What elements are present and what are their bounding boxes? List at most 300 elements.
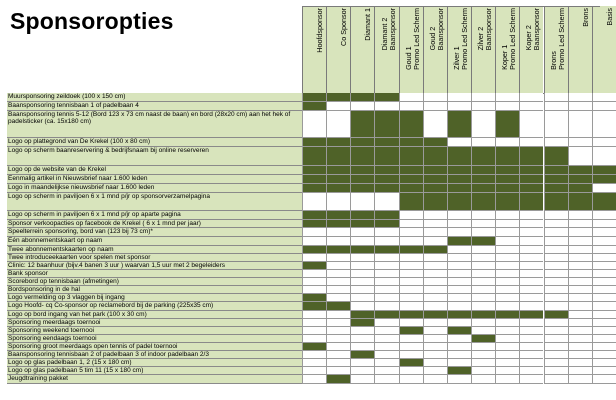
empty-cell [399,262,423,270]
empty-cell [544,294,568,302]
empty-cell [568,220,592,228]
included-cell [544,166,568,175]
empty-cell [519,375,543,384]
empty-cell [544,211,568,220]
empty-cell [495,237,519,246]
included-cell [447,166,471,175]
empty-cell [302,278,326,286]
included-cell [471,193,495,211]
empty-cell [471,302,495,311]
row-label: Logo Hoofd- cq Co-sponsor op reclamebord bij de parking (225x35 cm) [7,302,302,311]
included-cell [495,166,519,175]
empty-cell [399,237,423,246]
included-cell [399,147,423,166]
column-header [399,6,423,93]
row-label: Baansponsoring tennis 5-12 (Bord 123 x 73 cm naast de baan) en bord (28x20 cm) aan het hek of padelsticker (ca. 15x180 cm) [7,111,302,138]
empty-cell [519,278,543,286]
empty-cell [302,228,326,237]
empty-cell [399,278,423,286]
empty-cell [495,262,519,270]
empty-cell [568,262,592,270]
empty-cell [544,228,568,237]
empty-cell [471,246,495,254]
empty-cell [519,102,543,111]
empty-cell [495,102,519,111]
empty-cell [544,138,568,147]
empty-cell [592,262,616,270]
empty-cell [326,311,350,319]
empty-cell [592,147,616,166]
empty-cell [544,237,568,246]
empty-cell [471,138,495,147]
included-cell [326,302,350,311]
included-cell [326,166,350,175]
empty-cell [495,138,519,147]
empty-cell [447,351,471,359]
row-label: Scorebord op tennisbaan (afmetingen) [7,278,302,286]
included-cell [423,166,447,175]
empty-cell [519,327,543,335]
empty-cell [592,93,616,102]
empty-cell [495,319,519,327]
empty-cell [447,278,471,286]
empty-cell [302,111,326,138]
included-cell [302,147,326,166]
row-label: Logo op scherm baanreservering & bedrijfsnaam bij online reserveren [7,147,302,166]
empty-cell [302,327,326,335]
empty-cell [374,286,398,294]
included-cell [544,175,568,184]
included-cell [326,184,350,193]
included-cell [568,166,592,175]
included-cell [447,327,471,335]
empty-cell [447,262,471,270]
empty-cell [519,228,543,237]
empty-cell [399,93,423,102]
empty-cell [326,254,350,262]
empty-cell [568,102,592,111]
row-label: Sponsoring groot meerdaags open tennis of padel toernooi [7,343,302,351]
empty-cell [519,359,543,367]
empty-cell [568,351,592,359]
empty-cell [568,327,592,335]
column-header [302,6,326,93]
empty-cell [374,254,398,262]
column-header [568,6,592,93]
included-cell [326,375,350,384]
empty-cell [519,220,543,228]
included-cell [374,246,398,254]
empty-cell [471,343,495,351]
included-cell [326,220,350,228]
included-cell [423,147,447,166]
included-cell [326,211,350,220]
empty-cell [568,254,592,262]
included-cell [374,147,398,166]
row-label: Twee introduceekaarten voor spelen met sponsor [7,254,302,262]
empty-cell [374,302,398,311]
empty-cell [519,351,543,359]
empty-cell [568,211,592,220]
included-cell [399,327,423,335]
empty-cell [447,246,471,254]
column-header-label: Basis [604,8,614,26]
empty-cell [399,220,423,228]
included-cell [399,175,423,184]
empty-cell [447,335,471,343]
empty-cell [519,111,543,138]
empty-cell [495,254,519,262]
empty-cell [374,237,398,246]
included-cell [350,211,374,220]
empty-cell [495,359,519,367]
empty-cell [495,211,519,220]
empty-cell [471,262,495,270]
included-cell [350,138,374,147]
empty-cell [326,343,350,351]
included-cell [350,111,374,138]
included-cell [495,111,519,138]
empty-cell [302,319,326,327]
empty-cell [302,254,326,262]
empty-cell [374,327,398,335]
included-cell [447,184,471,193]
empty-cell [544,220,568,228]
empty-cell [544,367,568,375]
row-label: Eenmalig artikel in Nieuwsbrief naar 1.600 leden [7,175,302,184]
included-cell [302,138,326,147]
empty-cell [423,351,447,359]
empty-cell [592,246,616,254]
included-cell [326,246,350,254]
included-cell [423,193,447,211]
row-label: Sponsoring eendaags toernooi [7,335,302,343]
included-cell [399,111,423,138]
column-header-label: Zilver 1 Promo Led Scherm [452,8,470,70]
row-label: Logo op de website van de Krekel [7,166,302,175]
empty-cell [544,359,568,367]
included-cell [544,147,568,166]
column-header-label: Zilver 2 Baansponsor [476,8,494,51]
included-cell [519,166,543,175]
included-cell [302,211,326,220]
included-cell [399,166,423,175]
included-cell [374,175,398,184]
empty-cell [544,351,568,359]
empty-cell [399,211,423,220]
included-cell [423,175,447,184]
empty-cell [447,270,471,278]
empty-cell [423,111,447,138]
included-cell [519,184,543,193]
empty-cell [592,102,616,111]
row-label: Muursponsoring zeildoek (100 x 150 cm) [7,93,302,102]
included-cell [592,166,616,175]
empty-cell [592,237,616,246]
empty-cell [544,335,568,343]
empty-cell [326,367,350,375]
row-label: Twee abonnementskaarten op naam [7,246,302,254]
empty-cell [495,375,519,384]
column-header [423,6,447,93]
empty-cell [568,237,592,246]
empty-cell [302,367,326,375]
empty-cell [423,302,447,311]
column-header [495,6,519,93]
empty-cell [447,319,471,327]
column-header-label: Diamant 2 Baansponsor [379,8,397,51]
included-cell [471,166,495,175]
included-cell [495,147,519,166]
included-cell [350,166,374,175]
empty-cell [423,343,447,351]
included-cell [399,311,423,319]
empty-cell [568,302,592,311]
empty-cell [568,93,592,102]
empty-cell [495,302,519,311]
row-label: Clinic: 12 baanhuur (bijv.4 banen 3 uur ) waarvan 1,5 uur met 2 begeleiders [7,262,302,270]
included-cell [302,343,326,351]
empty-cell [544,286,568,294]
included-cell [544,184,568,193]
included-cell [326,93,350,102]
row-label: Logo vermelding op 3 vlaggen bij ingang [7,294,302,302]
empty-cell [471,93,495,102]
row-label: Logo op plattegrond van De Krekel (100 x 80 cm) [7,138,302,147]
column-header [374,6,398,93]
empty-cell [519,254,543,262]
empty-cell [326,193,350,211]
included-cell [350,147,374,166]
empty-cell [374,193,398,211]
empty-cell [471,102,495,111]
column-header-label: Brons [580,8,590,27]
empty-cell [495,246,519,254]
empty-cell [495,220,519,228]
included-cell [350,93,374,102]
empty-cell [350,294,374,302]
empty-cell [423,294,447,302]
empty-cell [592,286,616,294]
empty-cell [350,302,374,311]
empty-cell [495,270,519,278]
empty-cell [471,211,495,220]
empty-cell [302,237,326,246]
included-cell [350,246,374,254]
empty-cell [399,319,423,327]
included-cell [471,175,495,184]
included-cell [302,302,326,311]
included-cell [326,175,350,184]
included-cell [302,102,326,111]
empty-cell [447,138,471,147]
empty-cell [471,319,495,327]
empty-cell [302,311,326,319]
empty-cell [302,351,326,359]
included-cell [495,193,519,211]
empty-cell [399,228,423,237]
empty-cell [374,335,398,343]
included-cell [326,138,350,147]
empty-cell [544,93,568,102]
column-header [326,6,350,93]
empty-cell [350,228,374,237]
empty-cell [471,286,495,294]
empty-cell [350,237,374,246]
empty-cell [326,351,350,359]
empty-cell [374,359,398,367]
included-cell [350,319,374,327]
empty-cell [374,228,398,237]
column-header-label: Co Sponsor [339,8,349,46]
included-cell [350,351,374,359]
included-cell [399,246,423,254]
empty-cell [326,294,350,302]
included-cell [592,175,616,184]
empty-cell [544,254,568,262]
empty-cell [326,278,350,286]
included-cell [350,175,374,184]
empty-cell [447,211,471,220]
included-cell [374,93,398,102]
empty-cell [447,294,471,302]
empty-cell [471,294,495,302]
empty-cell [471,278,495,286]
empty-cell [447,102,471,111]
empty-cell [447,359,471,367]
included-cell [350,220,374,228]
included-cell [423,184,447,193]
included-cell [471,311,495,319]
empty-cell [423,367,447,375]
empty-cell [302,359,326,367]
empty-cell [471,359,495,367]
included-cell [302,220,326,228]
empty-cell [544,270,568,278]
included-cell [447,311,471,319]
empty-cell [423,211,447,220]
empty-cell [399,375,423,384]
empty-cell [592,294,616,302]
empty-cell [544,278,568,286]
empty-cell [374,270,398,278]
page-title: Sponsoropties [10,8,174,34]
column-header [350,6,374,93]
empty-cell [447,302,471,311]
empty-cell [423,335,447,343]
column-header-label: Koper 1 Promo Led Scherm [500,8,518,70]
empty-cell [568,343,592,351]
empty-cell [592,367,616,375]
empty-cell [399,102,423,111]
empty-cell [423,102,447,111]
included-cell [592,193,616,211]
empty-cell [592,311,616,319]
empty-cell [544,327,568,335]
empty-cell [519,343,543,351]
empty-cell [399,343,423,351]
empty-cell [519,302,543,311]
included-cell [544,193,568,211]
empty-cell [592,359,616,367]
included-cell [568,184,592,193]
included-cell [471,147,495,166]
row-label: Eén abonnementskaart op naam [7,237,302,246]
included-cell [495,311,519,319]
empty-cell [592,335,616,343]
empty-cell [544,319,568,327]
empty-cell [471,254,495,262]
empty-cell [350,254,374,262]
empty-cell [350,343,374,351]
empty-cell [592,254,616,262]
included-cell [302,175,326,184]
included-cell [447,237,471,246]
included-cell [471,237,495,246]
empty-cell [423,278,447,286]
included-cell [447,111,471,138]
empty-cell [592,111,616,138]
empty-cell [568,319,592,327]
empty-cell [495,93,519,102]
empty-cell [302,270,326,278]
empty-cell [568,147,592,166]
included-cell [399,184,423,193]
row-label: Logo op glas padelbaan 1, 2 (15 x 180 cm) [7,359,302,367]
included-cell [447,367,471,375]
empty-cell [519,294,543,302]
empty-cell [350,278,374,286]
empty-cell [447,286,471,294]
empty-cell [326,237,350,246]
row-label: Logo op scherm in paviljoen 6 x 1 mnd p/jr op aparte pagina [7,211,302,220]
included-cell [302,246,326,254]
included-cell [471,184,495,193]
included-cell [374,220,398,228]
row-label: Speelterrein sponsoring, bord van (123 bij 73 cm)* [7,228,302,237]
empty-cell [519,138,543,147]
included-cell [519,147,543,166]
empty-cell [568,367,592,375]
empty-cell [423,93,447,102]
empty-cell [519,262,543,270]
included-cell [447,175,471,184]
included-cell [544,311,568,319]
empty-cell [423,286,447,294]
empty-cell [568,294,592,302]
empty-cell [544,111,568,138]
included-cell [495,184,519,193]
included-cell [374,111,398,138]
empty-cell [495,351,519,359]
empty-cell [326,270,350,278]
empty-cell [519,246,543,254]
empty-cell [423,327,447,335]
empty-cell [423,319,447,327]
empty-cell [350,262,374,270]
empty-cell [423,359,447,367]
empty-cell [423,254,447,262]
empty-cell [326,111,350,138]
empty-cell [568,270,592,278]
empty-cell [471,111,495,138]
empty-cell [374,375,398,384]
included-cell [568,193,592,211]
empty-cell [350,193,374,211]
empty-cell [326,102,350,111]
row-label: Bordsponsoring in de hal [7,286,302,294]
included-cell [302,294,326,302]
